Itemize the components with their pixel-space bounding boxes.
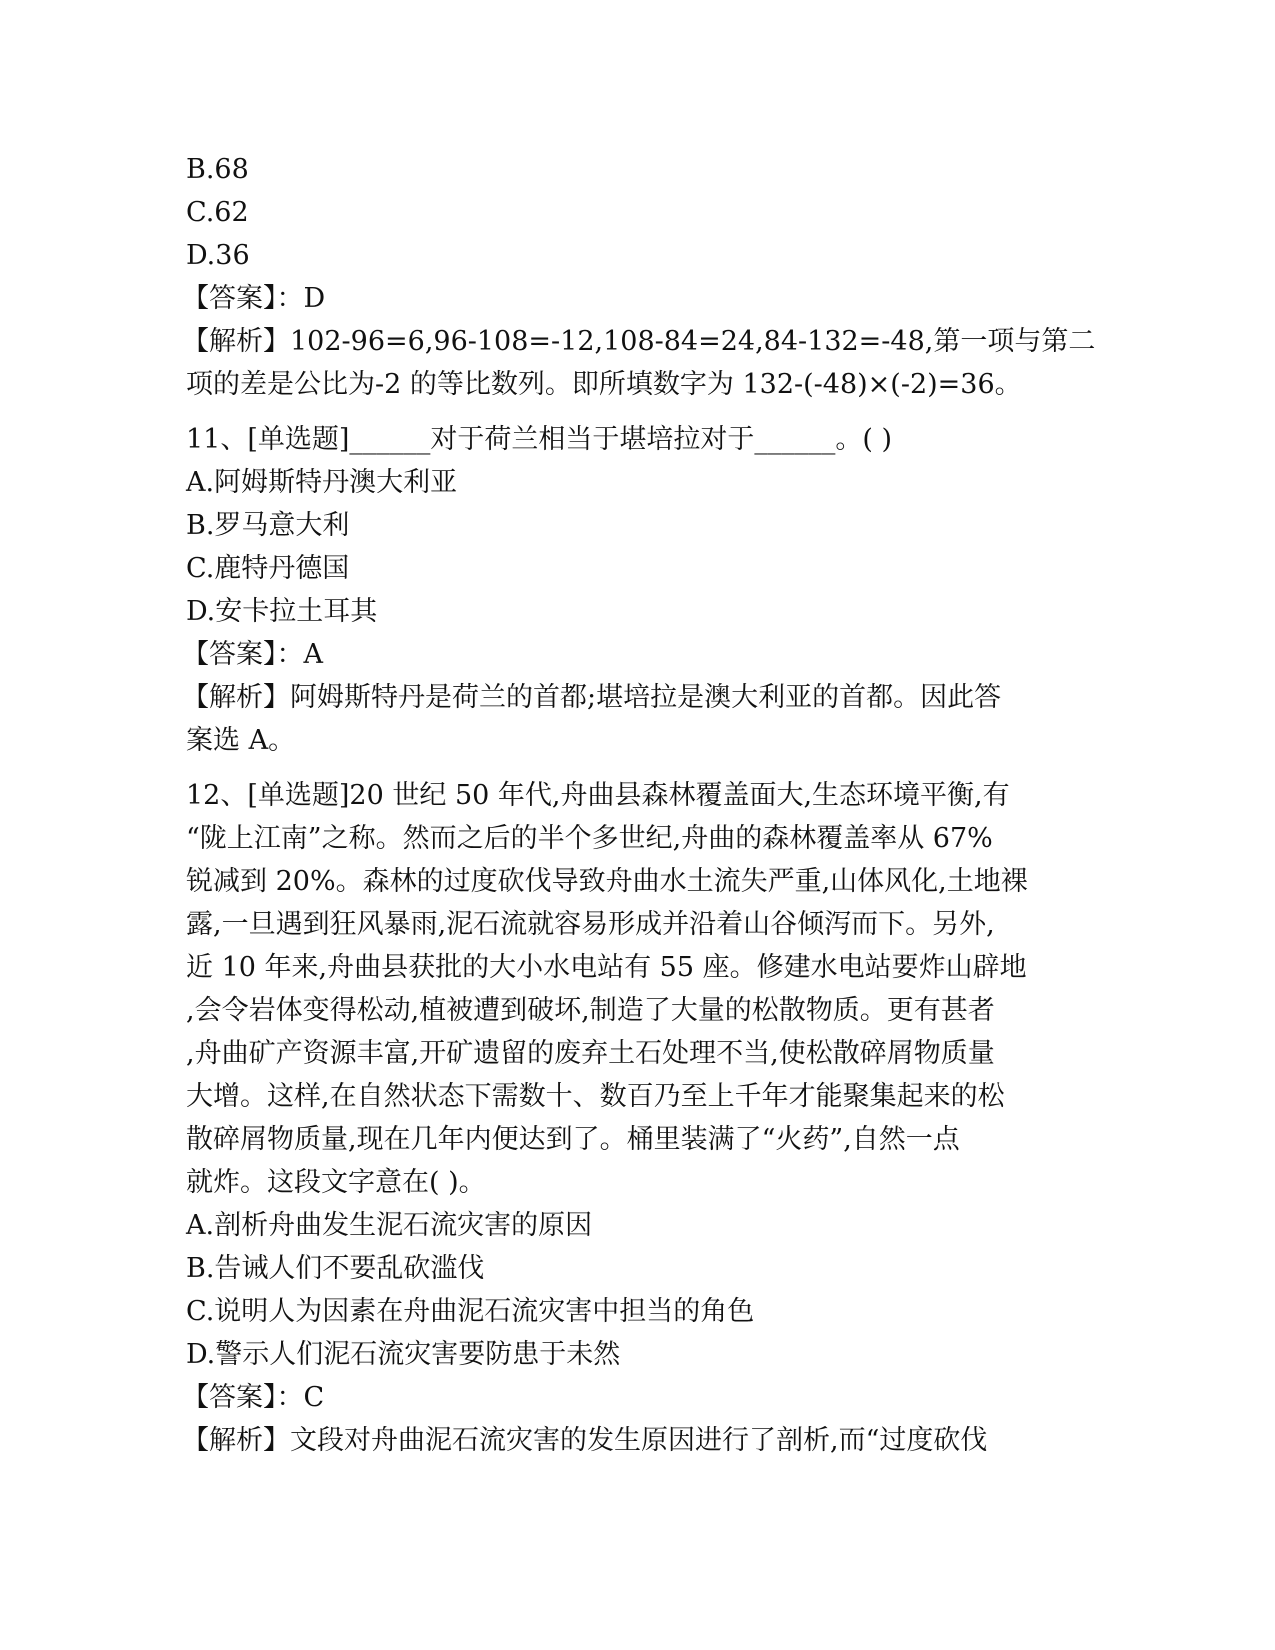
question-stem-line: “陇上江南”之称。然而之后的半个多世纪,舟曲的森林覆盖率从 67% — [186, 823, 993, 854]
answer: 【答案】：D — [182, 283, 326, 314]
question-10 — [182, 148, 1096, 406]
question-stem-line: ,会令岩体变得松动,植被遭到破坏,制造了大量的松散物质。更有甚者 — [186, 995, 995, 1026]
question-12 — [182, 774, 1076, 1462]
option-c: C.62 — [186, 197, 249, 228]
question-11 — [182, 418, 1076, 762]
option-b: B.罗马意大利 — [186, 510, 350, 541]
question-stem-line: 大增。这样,在自然状态下需数十、数百乃至上千年才能聚集起来的松 — [186, 1081, 1005, 1112]
question-stem: 11、[单选题]______对于荷兰相当于堪培拉对于______。( ) — [186, 424, 893, 455]
question-stem-line: 近 10 年来,舟曲县获批的大小水电站有 55 座。修建水电站要炸山辟地 — [186, 952, 1027, 983]
analysis-line: 案选 A。 — [186, 725, 296, 756]
option-d: D.安卡拉土耳其 — [186, 596, 378, 627]
option-d: D.36 — [186, 240, 250, 271]
option-c: C.鹿特丹德国 — [186, 553, 350, 584]
analysis-line: 【解析】阿姆斯特丹是荷兰的首都;堪培拉是澳大利亚的首都。因此答 — [182, 682, 1002, 713]
option-d: D.警示人们泥石流灾害要防患于未然 — [186, 1339, 621, 1370]
question-stem-line: 12、[单选题]20 世纪 50 年代,舟曲县森林覆盖面大,生态环境平衡,有 — [186, 780, 1010, 811]
option-b: B.68 — [186, 154, 249, 185]
analysis-line: 【解析】102-96=6,96-108=-12,108-84=24,84-132=-48,第一项与第二 — [182, 326, 1096, 357]
document-body — [182, 148, 1096, 1462]
question-stem-line: 散碎屑物质量,现在几年内便达到了。桶里装满了“火药”,自然一点 — [186, 1124, 960, 1155]
option-a: A.阿姆斯特丹澳大利亚 — [186, 467, 458, 498]
option-b: B.告诫人们不要乱砍滥伐 — [186, 1253, 485, 1284]
analysis-line: 项的差是公比为-2 的等比数列。即所填数字为 132-(-48)×(-2)=36。 — [186, 369, 1022, 400]
answer: 【答案】：C — [182, 1382, 325, 1413]
option-a: A.剖析舟曲发生泥石流灾害的原因 — [186, 1210, 593, 1241]
question-stem-line: ,舟曲矿产资源丰富,开矿遗留的废弃土石处理不当,使松散碎屑物质量 — [186, 1038, 995, 1069]
question-stem-line: 就炸。这段文字意在( )。 — [186, 1167, 486, 1198]
question-stem-line: 锐减到 20%。森林的过度砍伐导致舟曲水土流失严重,山体风化,土地裸 — [186, 866, 1028, 897]
question-stem-line: 露,一旦遇到狂风暴雨,泥石流就容易形成并沿着山谷倾泻而下。另外, — [186, 909, 995, 940]
analysis-line: 【解析】文段对舟曲泥石流灾害的发生原因进行了剖析,而“过度砍伐 — [182, 1425, 988, 1456]
answer: 【答案】：A — [182, 639, 323, 670]
option-c: C.说明人为因素在舟曲泥石流灾害中担当的角色 — [186, 1296, 755, 1327]
